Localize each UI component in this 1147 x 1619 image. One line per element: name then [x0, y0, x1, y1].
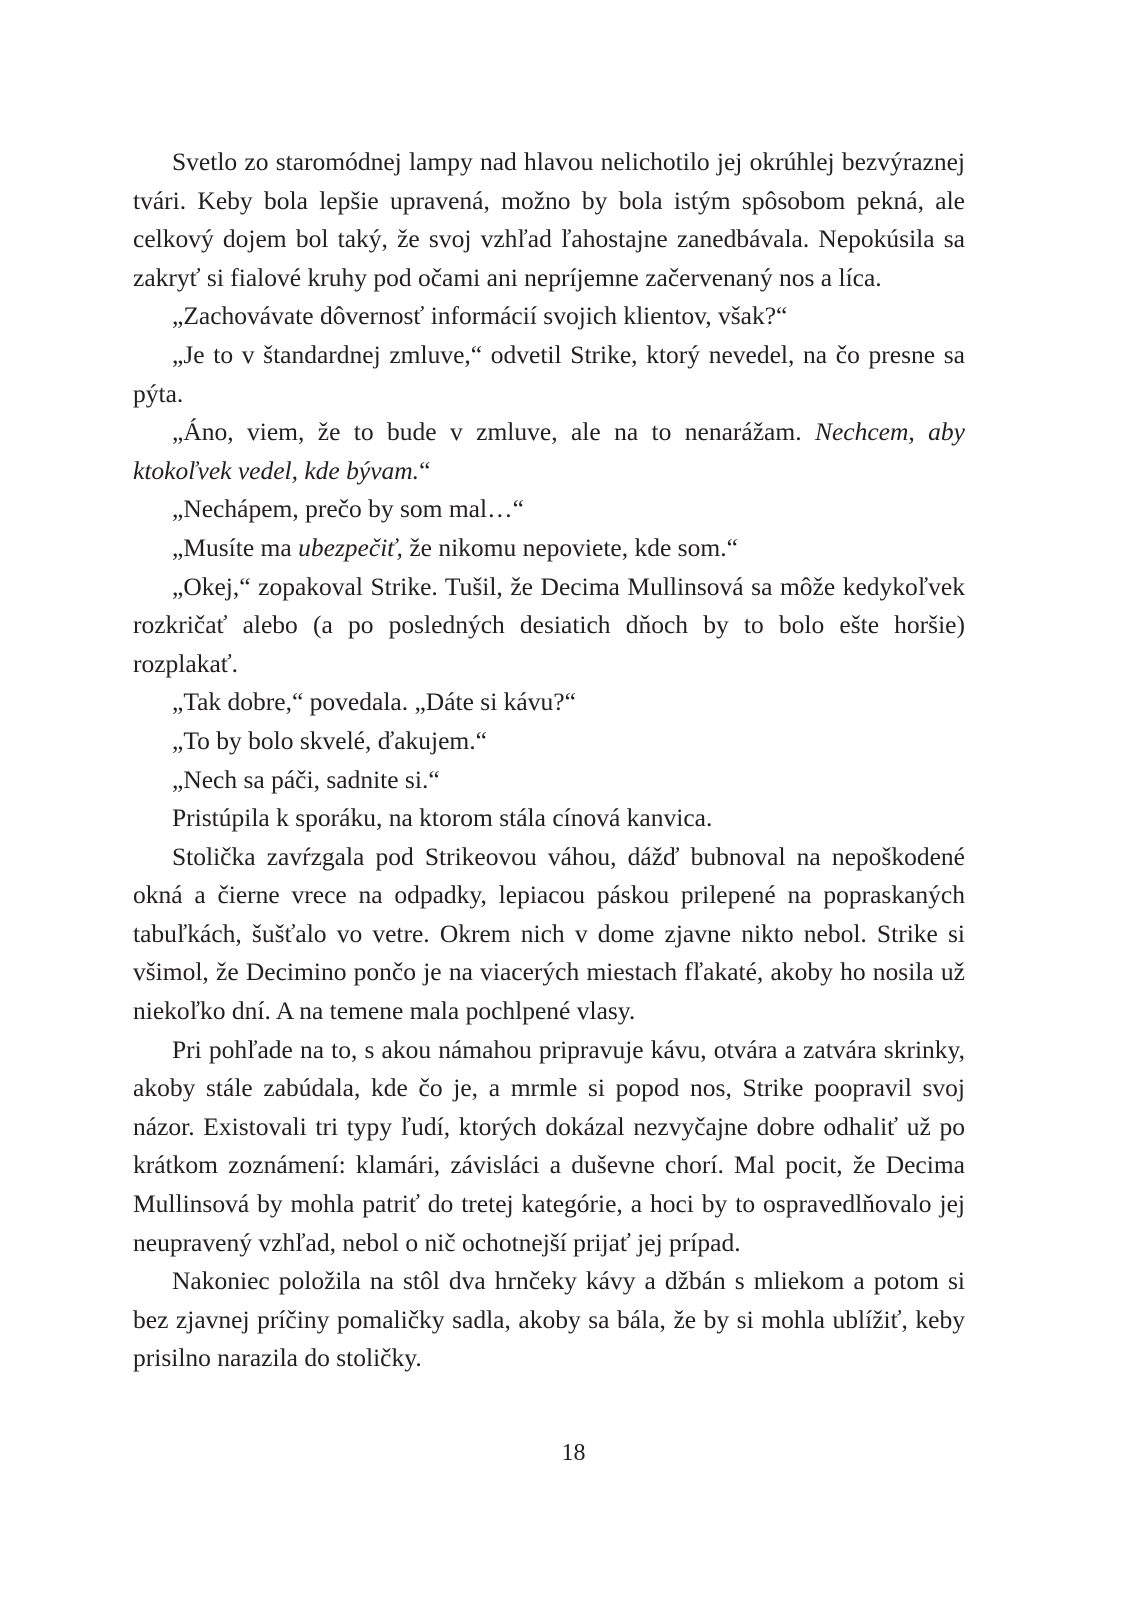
- italic-text-segment: ubezpečiť,: [298, 532, 403, 562]
- paragraph: [133, 490, 965, 529]
- text-segment: „Okej,“ zopakoval Strike. Tušil, že Decima Mullinsová sa môže kedykoľvek rozkričať alebo (a po posledných desiatich dňoch by to bolo ešte horšie) rozplakať.: [133, 571, 965, 678]
- text-segment: „Je to v štandardnej zmluve,“ odvetil Strike, ktorý nevedel, na čo presne sa pýta.: [133, 339, 965, 408]
- page-number: 18: [561, 1440, 586, 1466]
- paragraph: [133, 722, 965, 761]
- text-segment: „Zachovávate dôvernosť informácií svojich klientov, však?“: [172, 301, 788, 331]
- text-segment: že nikomu nepoviete, kde som.“: [402, 532, 738, 562]
- text-segment: „Musíte ma: [172, 532, 299, 562]
- paragraph: [133, 1262, 965, 1378]
- body-text: [133, 143, 965, 1378]
- text-segment: Stolička zavŕzgala pod Strikeovou váhou, dážď bubnoval na nepoškodené okná a čierne vrece na odpadky, lepiacou páskou prilepené na popraskaných tabuľkách, šušťalo vo vetre. Okrem nich v dome zjavne nikto nebol. Strike si všimol, že Decimino pončo je na viacerých miestach fľakaté, akoby ho nosila už niekoľko dní. A na temene mala pochlpené vlasy.: [133, 841, 965, 1026]
- paragraph: [133, 683, 965, 722]
- paragraph: [133, 568, 965, 684]
- paragraph: [133, 838, 965, 1031]
- paragraph: [133, 1031, 965, 1263]
- italic-text-segment: Nechcem, aby ktokoľvek vedel, kde bývam.: [133, 417, 966, 485]
- paragraph: [133, 143, 965, 297]
- paragraph: [133, 297, 965, 336]
- paragraph: [133, 799, 965, 838]
- text-segment: Pri pohľade na to, s akou námahou pripravuje kávu, otvára a zatvára skrinky, akoby stále zabúdala, kde čo je, a mrmle si popod nos, Strike poopravil svoj názor. Existovali tri typy ľudí, ktorých dokázal nezvyčajne dobre odhaliť už po krátkom zoznámení: klamári, závisláci a duševne chorí. Mal pocit, že Decima Mullinsová by mohla patriť do tretej kategórie, a hoci by to ospravedlňovalo jej neupravený vzhľad, nebol o nič ochotnejší prijať jej prípad.: [133, 1034, 965, 1257]
- text-segment: „Tak dobre,“ povedala. „Dáte si kávu?“: [172, 687, 576, 717]
- paragraph: [133, 413, 965, 490]
- text-segment: „To by bolo skvelé, ďakujem.“: [172, 725, 487, 755]
- paragraph: [133, 529, 965, 568]
- text-segment: „Nechápem, prečo by som mal…“: [172, 494, 524, 524]
- text-segment: Nakoniec položila na stôl dva hrnčeky kávy a džbán s mliekom a potom si bez zjavnej príčiny pomaličky sadla, akoby sa bála, že by si mohla ublížiť, keby prisilno narazila do stoličky.: [133, 1266, 965, 1373]
- text-segment: Svetlo zo staromódnej lampy nad hlavou nelichotilo jej okrúhlej bezvýraznej tvári. Keby bola lepšie upravená, možno by bola istým spôsobom pekná, ale celkový dojem bol taký, že svoj vzhľad ľahostajne zanedbávala. Nepokúsila sa zakryť si fialové kruhy pod očami ani nepríjemne začervenaný nos a líca.: [133, 147, 965, 292]
- text-segment: “: [419, 455, 431, 485]
- text-segment: „Áno, viem, že to bude v zmluve, ale na to nenarážam.: [172, 417, 815, 447]
- text-segment: „Nech sa páči, sadnite si.“: [172, 764, 440, 794]
- paragraph: [133, 761, 965, 800]
- paragraph: [133, 336, 965, 413]
- text-segment: Pristúpila k sporáku, na ktorom stála cínová kanvica.: [172, 803, 713, 833]
